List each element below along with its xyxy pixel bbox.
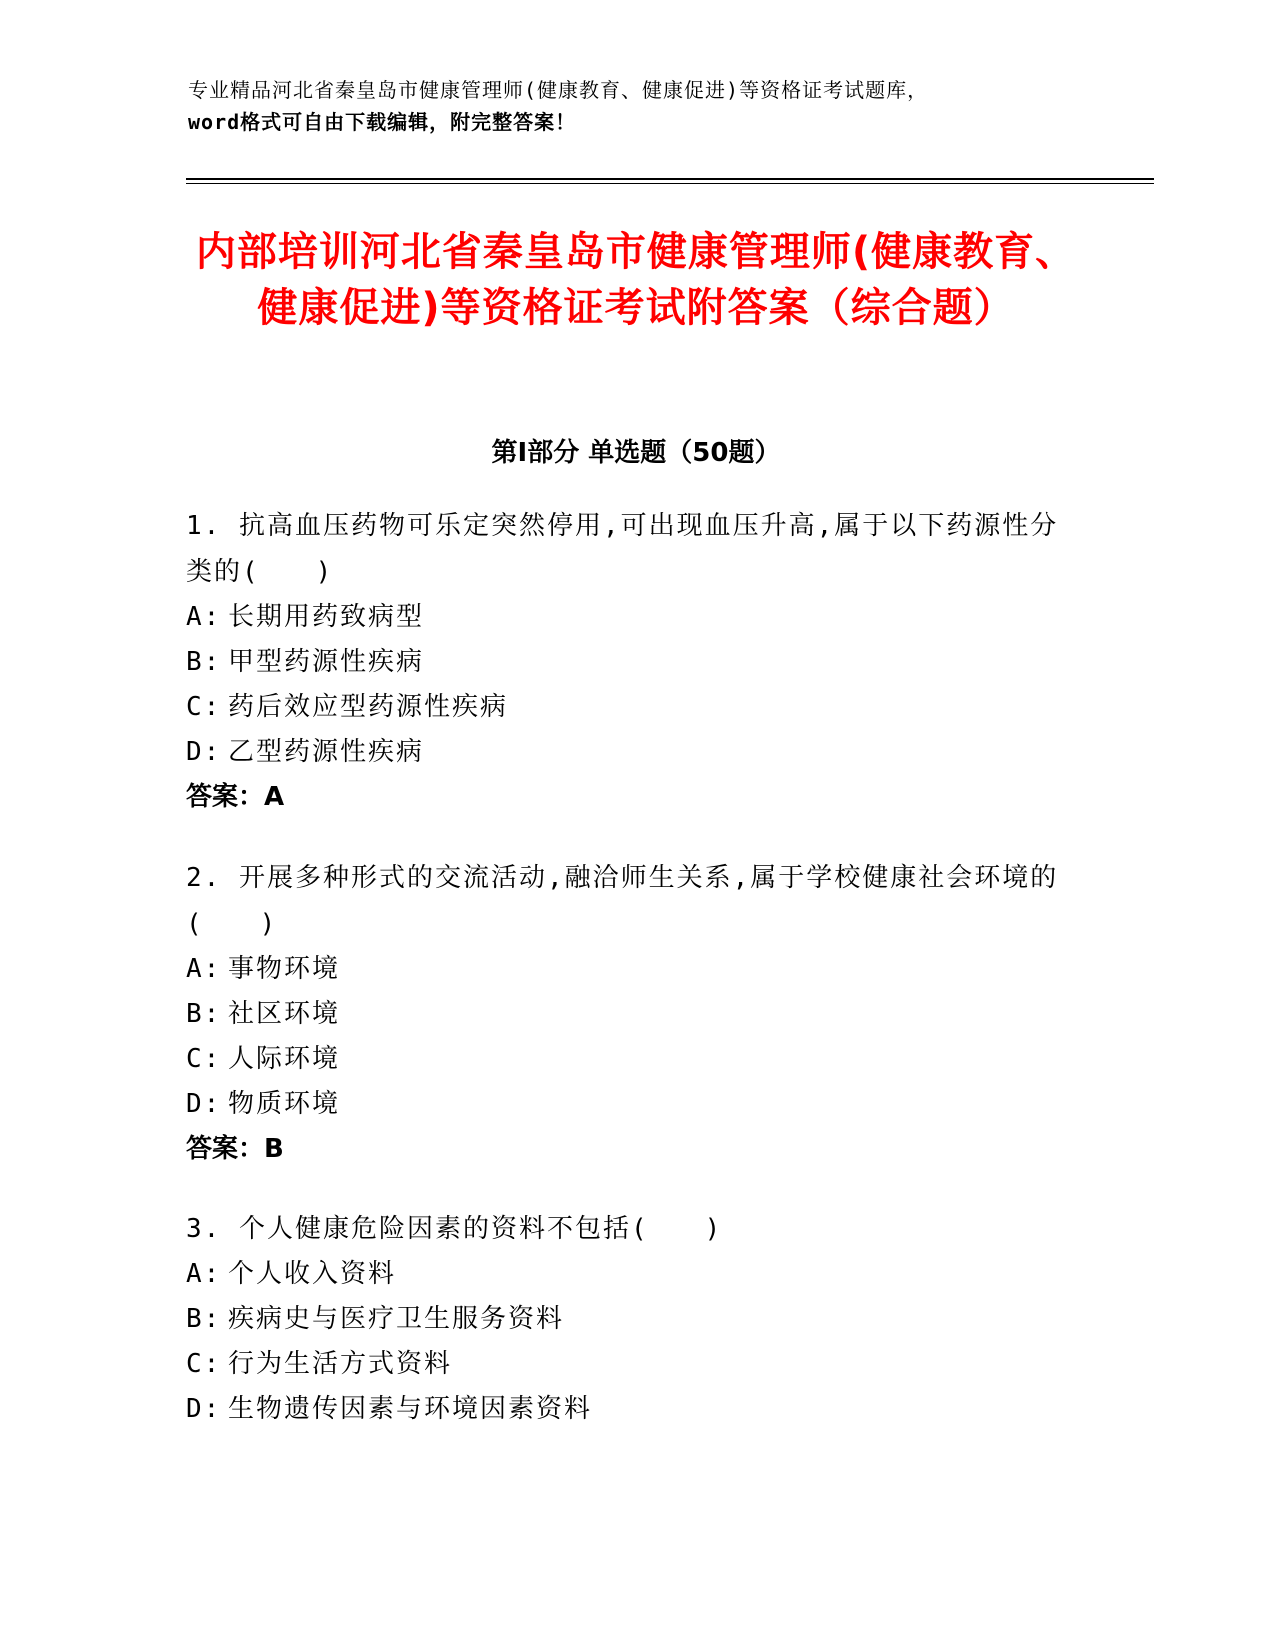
option-key: A:: [186, 1259, 222, 1289]
option-key: B:: [186, 1304, 222, 1334]
option-key: D:: [186, 1089, 222, 1119]
option-a: [186, 1252, 1076, 1297]
option-d: [186, 730, 1076, 775]
option-text: 疾病史与医疗卫生服务资料: [228, 1304, 565, 1334]
question-3: [186, 1206, 1076, 1432]
option-key: D:: [186, 1394, 222, 1424]
option-text: 药后效应型药源性疾病: [228, 692, 509, 722]
option-key: C:: [186, 1349, 222, 1379]
header-note-line-2: word格式可自由下载编辑，附完整答案！: [188, 110, 577, 134]
option-key: B:: [186, 999, 222, 1029]
option-text: 生物遗传因素与环境因素资料: [228, 1394, 593, 1424]
header-divider-thin: [186, 183, 1154, 184]
option-text: 个人收入资料: [228, 1259, 397, 1289]
answer: 答案：B: [186, 1134, 284, 1164]
option-b: [186, 1297, 1076, 1342]
question-1: [186, 503, 1076, 820]
option-d: [186, 1387, 1076, 1432]
option-a: [186, 947, 1076, 992]
option-c: [186, 685, 1076, 730]
option-text: 人际环境: [228, 1044, 341, 1074]
option-key: A:: [186, 954, 222, 984]
question-stem: 1. 抗高血压药物可乐定突然停用,可出现血压升高,属于以下药源性分类的( ): [186, 511, 1059, 587]
option-key: A:: [186, 602, 222, 632]
option-text: 乙型药源性疾病: [228, 737, 425, 767]
header-note: [188, 74, 1068, 138]
option-d: [186, 1082, 1076, 1127]
question-stem: 2. 开展多种形式的交流活动,融洽师生关系,属于学校健康社会环境的( ): [186, 863, 1059, 939]
option-text: 行为生活方式资料: [228, 1349, 453, 1379]
option-key: B:: [186, 647, 222, 677]
header-divider-thick: [186, 178, 1154, 180]
question-stem: 3. 个人健康危险因素的资料不包括( ): [186, 1214, 723, 1244]
option-a: [186, 595, 1076, 640]
question-2: [186, 855, 1076, 1172]
answer: 答案：A: [186, 782, 285, 812]
option-text: 甲型药源性疾病: [228, 647, 425, 677]
option-b: [186, 992, 1076, 1037]
option-key: C:: [186, 1044, 222, 1074]
option-c: [186, 1037, 1076, 1082]
section-title: 第I部分 单选题（50题）: [491, 438, 781, 468]
option-b: [186, 640, 1076, 685]
option-text: 长期用药致病型: [228, 602, 425, 632]
option-c: [186, 1342, 1076, 1387]
option-text: 社区环境: [228, 999, 341, 1029]
option-key: D:: [186, 737, 222, 767]
option-text: 物质环境: [228, 1089, 341, 1119]
document-title: 内部培训河北省秦皇岛市健康管理师(健康教育、健康促进)等资格证考试附答案（综合题）: [195, 229, 1077, 331]
header-note-line-1: 专业精品河北省秦皇岛市健康管理师(健康教育、健康促进)等资格证考试题库，: [188, 78, 929, 102]
option-text: 事物环境: [228, 954, 341, 984]
option-key: C:: [186, 692, 222, 722]
